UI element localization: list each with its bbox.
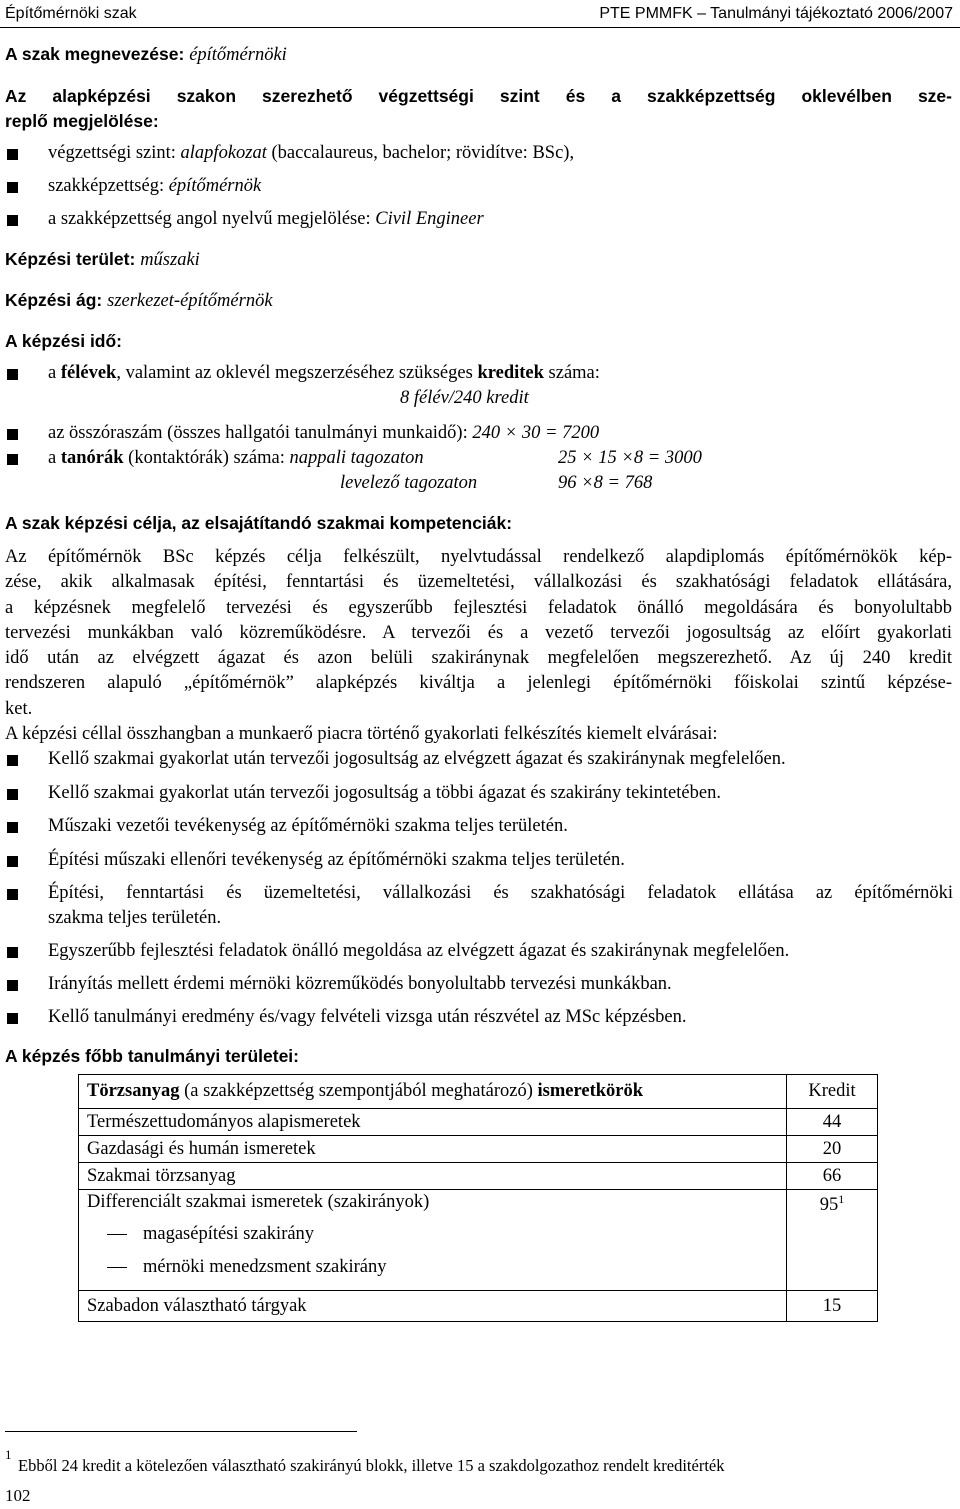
- footnote-ref: 1: [838, 1192, 845, 1206]
- header-text: (a szakképzettség szempontjából meghatározó): [179, 1081, 538, 1101]
- row-name: Természettudományos alapismeretek: [79, 1109, 787, 1136]
- dash-icon: [107, 1234, 127, 1235]
- duration-hours-line: [48, 423, 599, 444]
- duration-mode: nappali tagozaton: [289, 448, 424, 468]
- duration-correspondence-mode: [340, 473, 477, 494]
- footnote-rule: [5, 1431, 357, 1432]
- header-bold-text: ismeretkörök: [537, 1081, 644, 1101]
- field-line: [5, 249, 200, 271]
- expectation-item: Egyszerűbb fejlesztési feladatok önálló megoldása az elvégzett ágazat és szakiránynak megfelelően.: [48, 941, 790, 961]
- bullet-icon: [7, 1013, 18, 1024]
- duration-contact-value: [558, 448, 702, 469]
- expectation-item-continued: szakma teljes területén.: [48, 908, 222, 928]
- goals-heading: A szak képzési célja, az elsajátítandó szakmai kompetenciák:: [5, 513, 513, 533]
- duration-mode: levelező tagozaton: [340, 473, 478, 493]
- degree-item-text: végzettségi szint:: [48, 143, 181, 163]
- paragraph-line: idő után az elvégzett ágazat és azon belüli szakiránynak megfelelően megszerezhető. Az új 240 kredit: [5, 648, 952, 669]
- paragraph-line: ket.: [5, 698, 33, 719]
- branch-line: [5, 290, 273, 312]
- header-left: Építőmérnöki szak: [5, 5, 137, 22]
- duration-text: száma:: [543, 363, 600, 383]
- degree-heading-line2: replő megjelölése:: [5, 111, 159, 131]
- bullet-icon: [7, 889, 18, 900]
- table-row: [79, 1136, 878, 1163]
- row-credit: 66: [787, 1163, 878, 1190]
- bullet-icon: [7, 429, 18, 440]
- table-header-credit: Kredit: [787, 1075, 878, 1109]
- footnote-text: Ebből 24 kredit a kötelezően választható szakirányú blokk, illetve 15 a szakdolgozathoz rendelt kreditérték: [18, 1456, 725, 1475]
- row-credit: 15: [787, 1291, 878, 1322]
- degree-item-text: a szakképzettség angol nyelvű megjelölése:: [48, 209, 376, 229]
- paragraph-line: zése, akik alkalmasak építési, fenntartási és üzemeltetési, vállalkozási és szakhatósági feladatok ellátására,: [5, 572, 952, 593]
- bullet-icon: [7, 856, 18, 867]
- row-credit: [787, 1190, 878, 1291]
- credit-value: 95: [819, 1195, 839, 1216]
- bullet-icon: [7, 454, 18, 465]
- row-name-with-subitems: [79, 1190, 787, 1291]
- degree-heading-line1: Az alapképzési szakon szerezhető végzettségi szint és a szakképzettség oklevélben sze-: [5, 86, 952, 106]
- degree-item-value: építőmérnök: [168, 176, 262, 196]
- duration-keyword: tanórák: [60, 448, 124, 468]
- bullet-icon: [7, 947, 18, 958]
- bullet-icon: [7, 789, 18, 800]
- subitem-label: magasépítési szakirány: [143, 1224, 315, 1244]
- expectation-item: Irányítás mellett érdemi mérnöki közreműködés bonyolultabb tervezési munkákban.: [48, 974, 672, 994]
- page-number: 102: [5, 1486, 31, 1505]
- areas-heading: A képzés főbb tanulmányi területei:: [5, 1046, 299, 1066]
- duration-value: 8 félév/240 kredit: [400, 388, 529, 408]
- bullet-icon: [7, 182, 18, 193]
- subitem-label: mérnöki menedzsment szakirány: [143, 1257, 387, 1277]
- expectation-item: Építési, fenntartási és üzemeltetési, vállalkozási és szakhatósági feladatok ellátása az építőmérnöki: [48, 883, 953, 903]
- expectation-item: Kellő szakmai gyakorlat után tervezői jogosultság a többi ágazat és szakirány tekintetében.: [48, 783, 721, 803]
- subitem: [87, 1251, 778, 1284]
- goals-intro: A képzési céllal összhangban a munkaerő piacra történő gyakorlati felkészítés kiemelt elvárásai:: [5, 724, 718, 745]
- duration-text: az összóraszám (összes hallgatói tanulmányi munkaidő):: [48, 423, 473, 443]
- table-header-cell: [79, 1075, 787, 1109]
- duration-contact-line: [48, 448, 424, 469]
- row-credit: 20: [787, 1136, 878, 1163]
- paragraph-line: rendszeren alapuló „építőmérnök” alapképzés kiváltja a jelenlegi építőmérnöki főiskolai szintű képzése-: [5, 673, 952, 694]
- duration-keyword: kreditek: [477, 363, 544, 383]
- study-areas-table: [78, 1074, 878, 1322]
- duration-semesters-value: [400, 388, 529, 409]
- table-row: [79, 1109, 878, 1136]
- header-bold-text: Törzsanyag: [87, 1081, 180, 1101]
- duration-text: a: [48, 448, 61, 468]
- table-row: [79, 1163, 878, 1190]
- duration-value: 240 × 30 = 7200: [472, 423, 600, 443]
- duration-credits-line: [48, 363, 600, 384]
- table-row-specializations: [79, 1190, 878, 1291]
- duration-correspondence-value: [558, 473, 652, 494]
- row-name: Szakmai törzsanyag: [79, 1163, 787, 1190]
- name-label: A szak megnevezése:: [5, 44, 185, 64]
- table-row: [79, 1291, 878, 1322]
- duration-text: , valamint az oklevél megszerzéséhez szükséges: [116, 363, 478, 383]
- expectation-item: Kellő szakmai gyakorlat után tervezői jogosultság az elvégzett ágazat és szakiránynak megfelelően.: [48, 749, 786, 769]
- row-credit: 44: [787, 1109, 878, 1136]
- expectation-item: Építési műszaki ellenőri tevékenység az építőmérnöki szakma teljes területén.: [48, 850, 625, 870]
- bullet-icon: [7, 149, 18, 160]
- expectation-item: Kellő tanulmányi eredmény és/vagy felvételi vizsga után részvétel az MSc képzésben.: [48, 1007, 687, 1027]
- bullet-icon: [7, 215, 18, 226]
- duration-value: 25 × 15 ×8 = 3000: [558, 448, 702, 468]
- header-right: PTE PMMFK – Tanulmányi tájékoztató 2006/2007: [599, 5, 953, 22]
- dash-icon: [107, 1267, 127, 1268]
- table-header-row: [79, 1075, 878, 1109]
- row-name: Gazdasági és humán ismeretek: [79, 1136, 787, 1163]
- degree-item-text: (baccalaureus, bachelor; rövidítve: BSc),: [266, 143, 575, 163]
- paragraph-line: tervezési munkákban való közreműködésre. A tervezői és a vezető tervezői jogosultság az előírt gyakorlati: [5, 622, 952, 643]
- degree-item: [48, 176, 261, 197]
- duration-text: a: [48, 363, 61, 383]
- paragraph-line: Az építőmérnök BSc képzés célja felkészült, nyelvtudással rendelkező alapdiplomás építőmérnökök kép-: [5, 547, 952, 567]
- bullet-icon: [7, 369, 18, 380]
- field-value: műszaki: [140, 250, 200, 270]
- paragraph-line: a képzésnek megfelelő tervezési és egyszerűbb fejlesztési feladatok önálló megoldására és bonyolultabb: [5, 597, 952, 618]
- duration-text: (kontaktórák) száma:: [123, 448, 290, 468]
- header-rule: [0, 27, 960, 28]
- bullet-icon: [7, 822, 18, 833]
- degree-item: [48, 143, 574, 164]
- duration-label: A képzési idő:: [5, 331, 123, 351]
- duration-keyword: félévek: [60, 363, 117, 383]
- bullet-icon: [7, 755, 18, 766]
- field-label: Képzési terület:: [5, 249, 136, 269]
- degree-item-value: alapfokozat: [180, 143, 267, 163]
- expectation-item: Műszaki vezetői tevékenység az építőmérnöki szakma teljes területén.: [48, 816, 568, 836]
- footnote-mark: 1: [5, 1447, 12, 1462]
- duration-value: 96 ×8 = 768: [558, 473, 653, 493]
- degree-item: [48, 209, 484, 230]
- row-name: Differenciált szakmai ismeretek (szakirányok): [87, 1192, 430, 1212]
- goals-paragraph: [5, 545, 952, 747]
- name-line: [5, 44, 287, 66]
- degree-item-value: Civil Engineer: [375, 209, 484, 229]
- branch-label: Képzési ág:: [5, 290, 103, 310]
- name-value: építőmérnöki: [189, 45, 287, 65]
- subitem: [87, 1218, 778, 1251]
- degree-item-text: szakképzettség:: [48, 176, 169, 196]
- bullet-icon: [7, 980, 18, 991]
- row-name: Szabadon választható tárgyak: [79, 1291, 787, 1322]
- branch-value: szerkezet-építőmérnök: [107, 291, 273, 311]
